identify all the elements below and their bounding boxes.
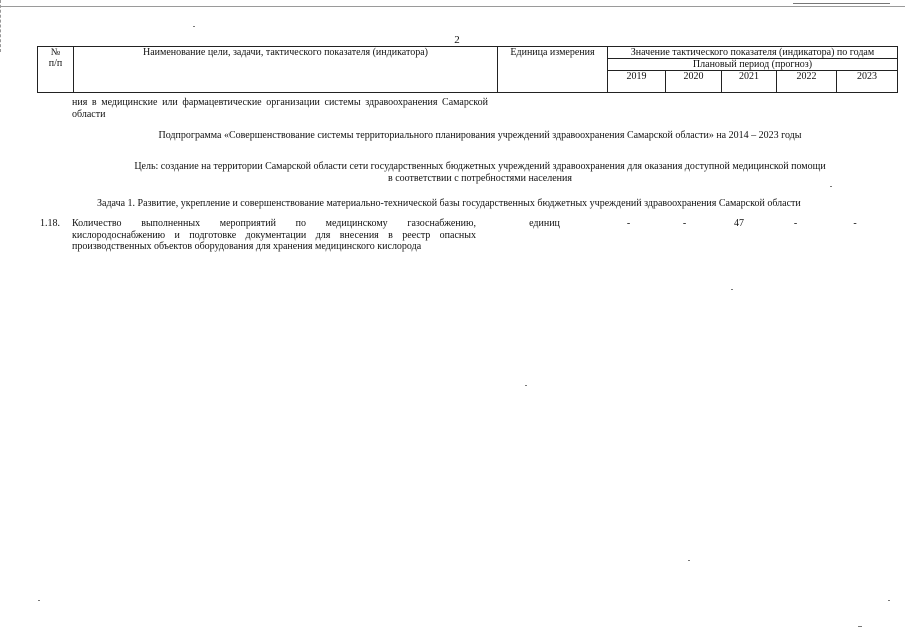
row-value-2021: 47 <box>734 218 744 229</box>
task-text: Задача 1. Развитие, укрепление и совершенствование материально-технической базы государственных бюджетных учреждений здравоохранения Самарской области <box>97 198 801 209</box>
header-num-cell <box>38 47 74 93</box>
continuation-text: ния в медицинские или фармацевтические организации системы здравоохранения Самарской области <box>72 97 488 120</box>
scan-speck <box>731 289 733 290</box>
scan-speck <box>888 600 890 601</box>
scan-speck <box>858 626 862 627</box>
header-year-cell: 2021 <box>722 71 777 93</box>
scan-top-right-mark <box>793 3 890 4</box>
row-value-2023: - <box>853 218 857 229</box>
header-name-cell: Наименование цели, задачи, тактического показателя (индикатора) <box>74 47 498 93</box>
header-year-cell: 2020 <box>666 71 722 93</box>
goal-line-2: в соответствии с потребностями населения <box>388 172 572 184</box>
scan-speck <box>193 26 195 27</box>
row-indicator-name: Количество выполненных мероприятий по медицинскому газоснабжению, кислородоснабжению и подготовке документации для внесения в реестр опасных производственных объектов оборудования для хранения медицинского кислорода <box>72 218 476 252</box>
header-num-line-1: № <box>50 47 61 58</box>
goal-line-1: Цель: создание на территории Самарской области сети государственных бюджетных учреждений здравоохранения для оказания доступной медицинской помощи <box>134 161 826 172</box>
header-num-line-2: п/п <box>48 58 63 69</box>
header-year-cell: 2023 <box>837 71 898 93</box>
row-unit: единиц <box>529 218 560 229</box>
header-year-cell: 2019 <box>608 71 666 93</box>
scan-speck <box>688 560 690 561</box>
header-table <box>37 46 898 93</box>
scan-speck <box>830 186 832 187</box>
header-values-cell: Значение тактического показателя (индикатора) по годам <box>608 47 898 59</box>
scan-top-rule <box>0 6 905 7</box>
header-year-cell: 2022 <box>777 71 837 93</box>
scan-left-edge <box>0 0 3 52</box>
row-number: 1.18. <box>40 218 60 229</box>
goal-text <box>60 161 900 184</box>
subprogram-title: Подпрограмма «Совершенствование системы территориального планирования учреждений здравоохранения Самарской области» на 2014 – 2023 годы <box>158 130 802 141</box>
row-value-2019: - <box>626 218 631 229</box>
row-value-2020: - <box>682 218 687 229</box>
row-value-2022: - <box>793 218 798 229</box>
header-period-cell: Плановый период (прогноз) <box>608 59 898 71</box>
header-unit-cell: Единица измерения <box>498 47 608 93</box>
scan-speck <box>38 600 40 601</box>
page-number: 2 <box>454 34 460 46</box>
scan-speck <box>525 385 527 386</box>
